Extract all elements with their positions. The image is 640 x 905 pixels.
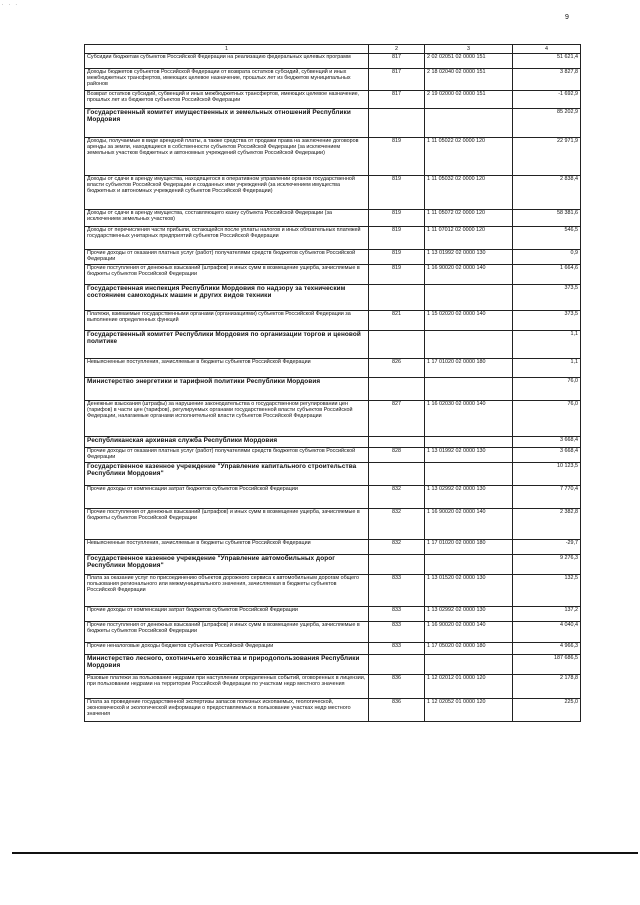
row-kbk-code: 2 02 02051 02 0000 151	[425, 54, 513, 69]
table-row	[85, 69, 581, 91]
row-kbk-code: 1 12 02012 01 0000 120	[425, 675, 513, 699]
table-header-row	[85, 45, 581, 54]
row-kbk-code	[425, 331, 513, 359]
row-kbk-code: 1 11 05072 02 0000 120	[425, 210, 513, 227]
row-amount: 187 686,5	[513, 655, 581, 675]
row-admin-code: 819	[369, 210, 425, 227]
row-kbk-code: 1 16 02030 02 0000 140	[425, 401, 513, 437]
row-amount: 85 202,9	[513, 109, 581, 138]
row-amount: 137,2	[513, 607, 581, 622]
section-row	[85, 331, 581, 359]
row-amount: 2 178,8	[513, 675, 581, 699]
row-kbk-code: 1 13 01992 02 0000 130	[425, 250, 513, 265]
row-amount: 10 123,5	[513, 463, 581, 486]
row-description: Доходы от сдачи в аренду имущества, составляющего казну субъекта Российской Федерации (за исключением земельных участков)	[85, 210, 369, 227]
row-description: Государственное казенное учреждение "Управление автомобильных дорог Республики Мордовия"	[85, 555, 369, 575]
row-admin-code: 819	[369, 176, 425, 210]
row-admin-code: 833	[369, 622, 425, 643]
row-description: Разовые платежи за пользование недрами при наступлении определенных событий, оговоренных в лицензии, при пользовании недрами на территории Российской Федерации по участкам недр местного значения	[85, 675, 369, 699]
page-bottom-rule	[12, 852, 638, 854]
row-description: Доходы от перечисления части прибыли, остающейся после уплаты налогов и иных обязательных платежей государственных унитарных предприятий субъектов Российской Федерации	[85, 227, 369, 250]
row-description: Доходы, получаемые в виде арендной платы, а также средства от продажи права на заключение договоров аренды за земли, находящиеся в собственности субъектов Российской Федерации (за исключением земельных участков бюджетных и автономных учреждений субъектов Российской Федерации)	[85, 138, 369, 176]
row-description: Государственное казенное учреждение "Управление капитального строительства Республики Мордовия"	[85, 463, 369, 486]
table-row	[85, 311, 581, 331]
row-amount: 2 838,4	[513, 176, 581, 210]
row-amount: 3 668,4	[513, 437, 581, 448]
page-number: 9	[565, 14, 569, 21]
row-kbk-code: 1 11 07012 02 0000 120	[425, 227, 513, 250]
row-kbk-code: 1 17 01020 02 0000 180	[425, 359, 513, 378]
row-admin-code	[369, 109, 425, 138]
row-amount: 7 770,4	[513, 486, 581, 509]
table-row	[85, 265, 581, 285]
row-kbk-code	[425, 655, 513, 675]
row-description: Платежи, взимаемые государственными органами (организациями) субъектов Российской Федерации за выполнение определенных функций	[85, 311, 369, 331]
section-row	[85, 285, 581, 311]
row-amount: -1 692,9	[513, 91, 581, 109]
table-row	[85, 448, 581, 463]
row-kbk-code: 1 16 90020 02 0000 140	[425, 265, 513, 285]
row-amount: 9 276,3	[513, 555, 581, 575]
table-row	[85, 575, 581, 607]
row-description: Прочие доходы от оказания платных услуг (работ) получателями средств бюджетов субъектов Российской Федерации	[85, 448, 369, 463]
section-row	[85, 109, 581, 138]
row-kbk-code: 1 17 01020 02 0000 180	[425, 540, 513, 555]
row-description: Невыясненные поступления, зачисляемые в бюджеты субъектов Российской Федерации	[85, 540, 369, 555]
header-col-2: 2	[369, 45, 425, 54]
row-amount: 1,1	[513, 331, 581, 359]
section-row	[85, 655, 581, 675]
row-kbk-code: 1 11 05022 02 0000 120	[425, 138, 513, 176]
table-row	[85, 643, 581, 655]
row-amount: 3 827,8	[513, 69, 581, 91]
table-row	[85, 54, 581, 69]
row-kbk-code	[425, 463, 513, 486]
row-amount: 76,0	[513, 401, 581, 437]
row-amount: 76,0	[513, 378, 581, 401]
row-amount: 22 971,9	[513, 138, 581, 176]
row-kbk-code: 2 19 02000 02 0000 151	[425, 91, 513, 109]
row-amount: 132,5	[513, 575, 581, 607]
row-amount: 225,0	[513, 699, 581, 722]
row-kbk-code	[425, 437, 513, 448]
row-description: Прочие поступления от денежных взысканий (штрафов) и иных сумм в возмещение ущерба, зачисляемые в бюджеты субъектов Российской Федерации	[85, 509, 369, 540]
row-kbk-code: 1 16 90020 02 0000 140	[425, 509, 513, 540]
row-description: Прочие поступления от денежных взысканий (штрафов) и иных сумм в возмещение ущерба, зачисляемые в бюджеты субъектов Российской Федерации	[85, 265, 369, 285]
row-amount: 1 664,6	[513, 265, 581, 285]
scan-specks: . . .	[2, 1, 19, 7]
row-description: Республиканская архивная служба Республики Мордовия	[85, 437, 369, 448]
header-col-4: 4	[513, 45, 581, 54]
header-col-1: 1	[85, 45, 369, 54]
revenue-table	[84, 44, 581, 722]
row-kbk-code	[425, 285, 513, 311]
table-row	[85, 210, 581, 227]
row-description: Государственный комитет имущественных и земельных отношений Республики Мордовия	[85, 109, 369, 138]
table-row	[85, 509, 581, 540]
row-kbk-code: 1 16 90020 02 0000 140	[425, 622, 513, 643]
table-row	[85, 622, 581, 643]
row-kbk-code: 1 17 05020 02 0000 180	[425, 643, 513, 655]
row-amount: 1,1	[513, 359, 581, 378]
row-description: Денежные взыскания (штрафы) за нарушение законодательства о государственном регулировании цен (тарифов) в части цен (тарифов), регулируемых органами государственной власти субъектов Российской Федерации, налагаемые органами исполнительной власти субъектов Российской Федерации	[85, 401, 369, 437]
row-admin-code: 819	[369, 138, 425, 176]
row-admin-code: 817	[369, 91, 425, 109]
row-admin-code: 832	[369, 509, 425, 540]
section-row	[85, 437, 581, 448]
row-kbk-code: 1 11 05032 02 0000 120	[425, 176, 513, 210]
row-admin-code: 817	[369, 54, 425, 69]
row-description: Прочие доходы от оказания платных услуг (работ) получателями средств бюджетов субъектов Российской Федерации	[85, 250, 369, 265]
table-row	[85, 176, 581, 210]
row-kbk-code: 1 12 02052 01 0000 120	[425, 699, 513, 722]
table-row	[85, 91, 581, 109]
row-description: Доходы бюджетов субъектов Российской Федерации от возврата остатков субсидий, субвенций и иных межбюджетных трансфертов, имеющих целевое назначение, прошлых лет из бюджетов муниципальных районов	[85, 69, 369, 91]
row-amount: 3 668,4	[513, 448, 581, 463]
row-description: Доходы от сдачи в аренду имущества, находящегося в оперативном управлении органов государственной власти субъектов Российской Федерации и созданных ими учреждений (за исключением имущества бюджетных и автономных учреждений субъектов Российской Федерации)	[85, 176, 369, 210]
row-amount: 58 381,6	[513, 210, 581, 227]
row-kbk-code: 1 15 02020 02 0000 140	[425, 311, 513, 331]
row-admin-code: 819	[369, 250, 425, 265]
row-amount: -29,7	[513, 540, 581, 555]
row-admin-code	[369, 331, 425, 359]
row-admin-code	[369, 285, 425, 311]
row-admin-code: 832	[369, 540, 425, 555]
row-description: Невыясненные поступления, зачисляемые в бюджеты субъектов Российской Федерации	[85, 359, 369, 378]
section-row	[85, 555, 581, 575]
section-row	[85, 378, 581, 401]
row-description: Возврат остатков субсидий, субвенций и иных межбюджетных трансфертов, имеющих целевое назначение, прошлых лет из бюджетов субъектов Российской Федерации	[85, 91, 369, 109]
row-admin-code: 819	[369, 227, 425, 250]
row-admin-code: 826	[369, 359, 425, 378]
row-admin-code	[369, 655, 425, 675]
row-description: Государственный комитет Республики Мордовия по организации торгов и ценовой политике	[85, 331, 369, 359]
row-admin-code	[369, 437, 425, 448]
row-kbk-code: 1 13 02992 02 0000 130	[425, 607, 513, 622]
row-description: Министерство энергетики и тарифной политики Республики Мордовия	[85, 378, 369, 401]
row-kbk-code	[425, 378, 513, 401]
table-row	[85, 675, 581, 699]
row-description: Прочие доходы от компенсации затрат бюджетов субъектов Российской Федерации	[85, 486, 369, 509]
row-kbk-code: 2 18 02040 02 0000 151	[425, 69, 513, 91]
row-admin-code: 819	[369, 265, 425, 285]
table-row	[85, 227, 581, 250]
table-row	[85, 699, 581, 722]
row-description: Плата за оказание услуг по присоединению объектов дорожного сервиса к автомобильным дорогам общего пользования регионального или межмуниципального значения, зачисляемая в бюджеты субъектов Российской Федерации	[85, 575, 369, 607]
row-admin-code: 817	[369, 69, 425, 91]
row-kbk-code	[425, 109, 513, 138]
table-row	[85, 607, 581, 622]
row-admin-code: 833	[369, 643, 425, 655]
row-amount: 2 382,8	[513, 509, 581, 540]
row-kbk-code: 1 13 01520 02 0000 130	[425, 575, 513, 607]
row-amount: 373,5	[513, 285, 581, 311]
row-admin-code	[369, 555, 425, 575]
table-row	[85, 401, 581, 437]
table-row	[85, 359, 581, 378]
row-description: Государственная инспекция Республики Мордовия по надзору за техническим состоянием самоходных машин и других видов техники	[85, 285, 369, 311]
row-admin-code	[369, 463, 425, 486]
row-kbk-code	[425, 555, 513, 575]
row-admin-code: 833	[369, 575, 425, 607]
row-description: Плата за проведение государственной экспертизы запасов полезных ископаемых, геологической, экономической и экологической информации о предоставляемых в пользование участках недр местного значения	[85, 699, 369, 722]
header-col-3: 3	[425, 45, 513, 54]
table-row	[85, 250, 581, 265]
row-admin-code: 827	[369, 401, 425, 437]
table-row	[85, 486, 581, 509]
section-row	[85, 463, 581, 486]
row-admin-code: 828	[369, 448, 425, 463]
row-description: Прочие поступления от денежных взысканий (штрафов) и иных сумм в возмещение ущерба, зачисляемые в бюджеты субъектов Российской Федерации	[85, 622, 369, 643]
row-amount: 4 966,3	[513, 643, 581, 655]
row-admin-code: 833	[369, 607, 425, 622]
row-admin-code: 836	[369, 675, 425, 699]
row-kbk-code: 1 13 01992 02 0000 130	[425, 448, 513, 463]
row-admin-code	[369, 378, 425, 401]
row-amount: 0,9	[513, 250, 581, 265]
row-description: Прочие неналоговые доходы бюджетов субъектов Российской Федерации	[85, 643, 369, 655]
row-amount: 373,5	[513, 311, 581, 331]
row-description: Министерство лесного, охотничьего хозяйства и природопользования Республики Мордовия	[85, 655, 369, 675]
table-row	[85, 540, 581, 555]
row-admin-code: 821	[369, 311, 425, 331]
row-admin-code: 836	[369, 699, 425, 722]
row-amount: 546,5	[513, 227, 581, 250]
row-amount: 4 040,4	[513, 622, 581, 643]
table-row	[85, 138, 581, 176]
row-description: Прочие доходы от компенсации затрат бюджетов субъектов Российской Федерации	[85, 607, 369, 622]
row-admin-code: 832	[369, 486, 425, 509]
row-amount: 51 621,4	[513, 54, 581, 69]
row-kbk-code: 1 13 02992 02 0000 130	[425, 486, 513, 509]
row-description: Субсидии бюджетам субъектов Российской Федерации на реализацию федеральных целевых программ	[85, 54, 369, 69]
